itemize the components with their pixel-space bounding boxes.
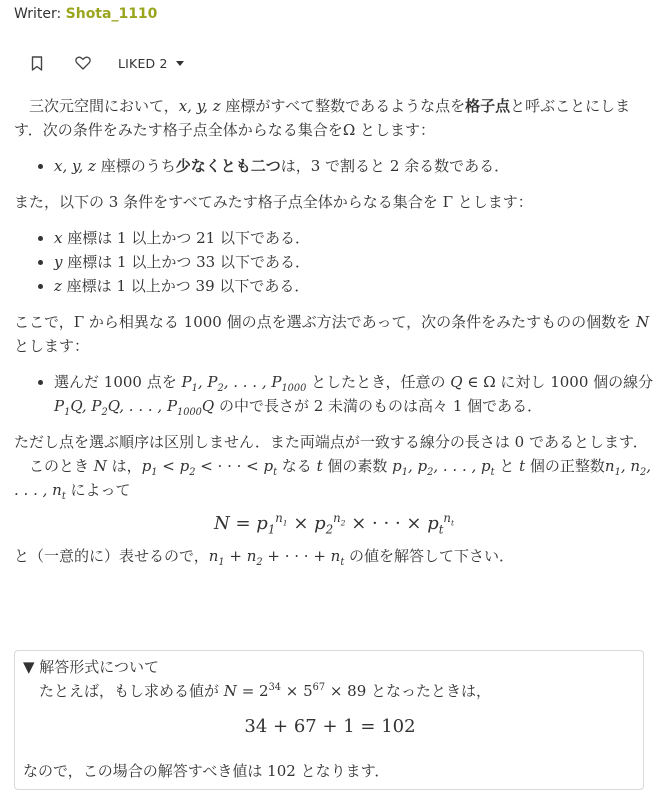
writer-line [14, 6, 157, 22]
paragraph-selection: ここで，Γ から相異なる 1000 個の点を選ぶ方法であって，次の条件をみたすものの個数を N とします： [14, 313, 650, 355]
action-bar [28, 52, 184, 74]
problem-statement [14, 94, 654, 568]
writer-label: Writer: [14, 6, 66, 22]
writer-name-link[interactable]: Shota_1110 [65, 6, 158, 22]
answer-format-toggle[interactable]: ▼ 解答形式について [23, 658, 160, 676]
paragraph-question: と（一意的に）表せるので，$n_1 + n_2$ + · · · + $n_t$ の値を解答して下さい． [14, 547, 515, 568]
list-item: • z 座標は 1 以上かつ 39 以下である． [54, 274, 654, 298]
heart-icon[interactable] [74, 54, 92, 72]
answer-format-details [14, 650, 644, 790]
list-item: • x 座標は 1 以上かつ 21 以下である． [54, 226, 654, 250]
bookmark-icon[interactable] [28, 54, 46, 72]
list-item: • y 座標は 1 以上かつ 33 以下である． [54, 250, 654, 274]
liked-label: LIKED 2 [118, 55, 168, 71]
example-sum-equation: 34 + 67 + 1 = 102 [244, 716, 416, 737]
example-line: たとえば，もし求める値が $N = 2^{34} \times 5^{67} \times 89$ となったときは， [39, 682, 492, 700]
paragraph-factorization: このとき N は，$p_1 < p_2$ < · · · < $p_t$ なる t 個の素数 $p_1$, $p_2$, . . . , $p_t$ と t 個の正整数$n_1$, $n_2$, . . . , $n_t$ によって [14, 457, 652, 502]
condition-list-gamma [14, 226, 654, 298]
caret-down-icon [176, 61, 184, 66]
list-item: • 選んだ 1000 点を $P_1$, $P_2$, . . . , $P_{1000}$ としたとき，任意の Q ∈ Ω に対し 1000 個の線分 $P_1Q$, $P_2Q$, . . . , $P_{1000}Q$ の中で長さが 2 未満のものは高々 1 個である． [54, 370, 654, 418]
paragraph-intro: 三次元空間において，x, y, z 座標がすべて整数であるような点を格子点と呼ぶことにします．次の条件をみたす格子点全体からなる集合をΩ とします： [14, 97, 631, 139]
paragraph-gamma: また，以下の 3 条件をすべてみたす格子点全体からなる集合を Γ とします： [14, 193, 533, 211]
condition-list-n [14, 370, 654, 418]
factorization-equation: $N = p_1^{n_1} \times p_2^{n_2}$ × · · · × $p_t^{n_t}$ [213, 511, 455, 537]
paragraph-note: ただし点を選ぶ順序は区別しません．また両端点が一致する線分の長さは 0 であるとします． [14, 433, 648, 451]
liked-dropdown-button[interactable] [118, 56, 184, 71]
bold-lattice-point: 格子点 [465, 97, 511, 115]
example-conclusion: なので，この場合の解答すべき値は 102 となります． [23, 762, 390, 780]
condition-list-omega [14, 154, 654, 178]
list-item: • x, y, z 座標のうち少なくとも二つは，3 で割ると 2 余る数である． [54, 154, 654, 178]
